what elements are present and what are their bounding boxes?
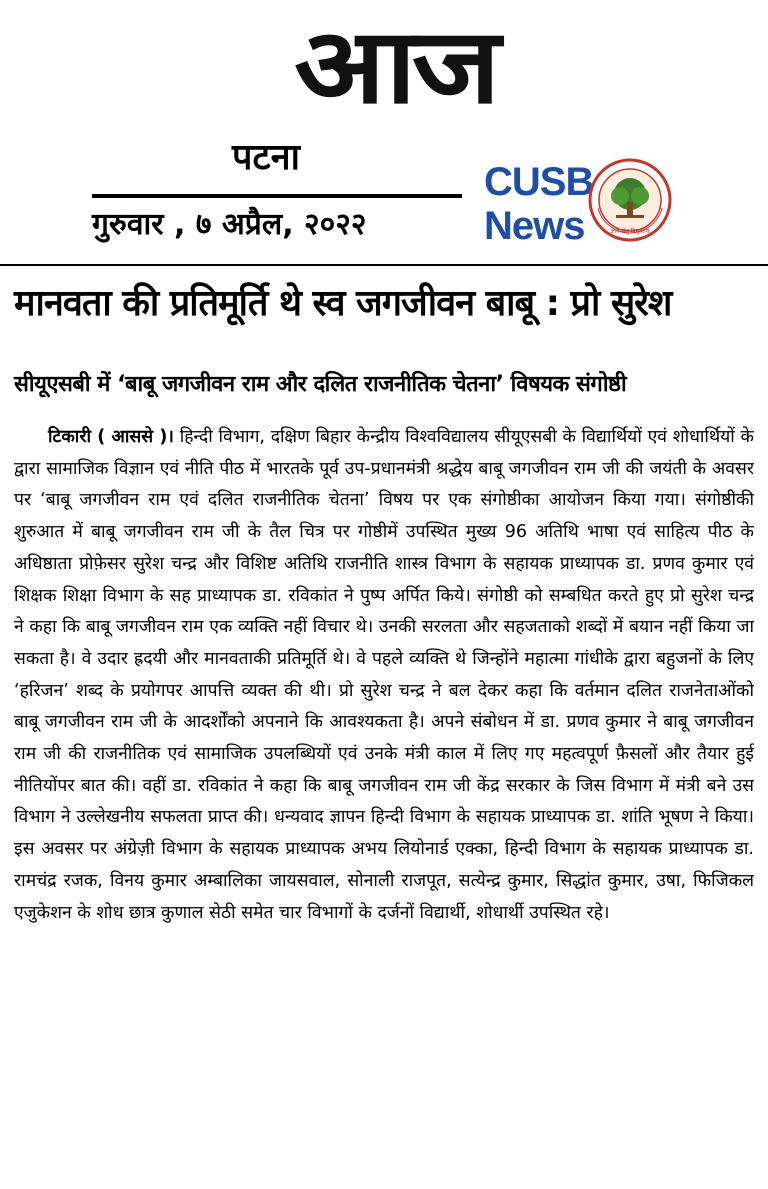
article-subheadline: सीयूएसबी में ‘बाबू जगजीवन राम और दलित राजनीतिक चेतना’ विषयक संगोष्ठी xyxy=(14,372,627,397)
header-rule xyxy=(0,264,768,266)
article-dateline: टिकारी ( आससे )। xyxy=(48,427,174,447)
university-seal-icon xyxy=(588,158,672,242)
masthead xyxy=(0,0,768,265)
article-headline: मानवता की प्रतिमूर्ति थे स्व जगजीवन बाबू : प्रो सुरेश xyxy=(14,283,672,324)
badge-line-cusb: CUSB xyxy=(484,160,594,204)
article-body xyxy=(14,422,754,1182)
publication-date: गुरुवार , ७ अप्रैल, २०२२ xyxy=(92,207,367,242)
edition-city: पटना xyxy=(232,137,300,178)
badge-line-news: News xyxy=(484,204,585,248)
cusb-news-badge xyxy=(484,160,594,248)
article-text: हिन्दी विभाग, दक्षिण बिहार केन्द्रीय विश्वविद्यालय सीयूएसबी के विद्यार्थियों एवं शोधार्थियों के द्वारा सामाजिक विज्ञान एवं नीति पीठ में भारतके पूर्व उप-प्रधानमंत्री श्रद्धेय बाबू जगजीवन राम जी की जयंती के अवसर पर ‘बाबू जगजीवन राम एवं दलित राजनीतिक चेतना’ विषय पर एक संगोष्ठीका आयोजन किया गया। संगोष्ठीकी शुरुआत में बाबू जगजीवन राम जी के तैल चित्र पर गोष्ठीमें उपस्थित मुख्य 96 अतिथि भाषा एवं साहित्य पीठ के अधिष्ठाता प्रोफ़ेसर सुरेश चन्द्र और विशिष्ट अतिथि राजनीति शास्त्र विभाग के सहायक प्राध्यापक डा. प्रणव कुमार एवं शिक्षक शिक्षा विभाग के सह प्राध्यापक डा. रविकांत ने पुष्प अर्पित किये। संगोष्ठी को सम्बधित करते हुए प्रो सुरेश चन्द्र ने कहा कि बाबू जगजीवन राम एक व्यक्ति नहीं विचार थे। उनकी सरलता और सहजताको शब्दों में बयान नहीं किया जा सकता है। वे उदार ह्रदयी और मानवताकी प्रतिमूर्ति थे। वे पहले व्यक्ति थे जिन्होंने महात्मा गांधीके द्वारा बहुजनों के लिए ‘हरिजन’ शब्द के प्रयोगपर आपत्ति व्यक्त की थी। प्रो सुरेश चन्द्र ने बल देकर कहा कि वर्तमान दलित राजनेताओंको बाबू जगजीवन राम जी के आदर्शोंको अपनाने कि आवश्यकता है। अपने संबोधन में डा. प्रणव कुमार ने बाबू जगजीवन राम जी की राजनीतिक एवं सामाजिक उपलब्धियों एवं उनके मंत्री काल में लिए गए महत्वपूर्ण फ़ैसलों और तैयार हुई नीतियोंपर बात की। वहीं डा. रविकांत ने कहा कि बाबू जगजीवन राम जी केंद्र सरकार के जिस विभाग में मंत्री बने उस विभाग ने उल्लेखनीय सफलता प्राप्त की। धन्यवाद ज्ञापन हिन्दी विभाग के सहायक प्राध्यापक डा. शांति भूषण ने किया। इस अवसर पर अंग्रेज़ी विभाग के सहायक प्राध्यापक अभय लियोनार्ड एक्का, हिन्दी विभाग के सहायक प्राध्यापक डा. रामचंद्र रजक, विनय कुमार अम्बालिका जायसवाल, सोनाली राजपूत, सत्येन्द्र कुमार, सिद्धांत कुमार, उषा, फिजिकल एजुकेशन के शोध छात्र कुणाल सेठी समेत चार विभागों के दर्जनों विद्यार्थी, शोधार्थी उपस्थित रहे। xyxy=(14,427,754,923)
seal-motto: ज्ञान सेतु विमुक्तये xyxy=(610,228,650,235)
date-divider xyxy=(92,194,462,198)
newspaper-logo: आज xyxy=(294,4,496,127)
